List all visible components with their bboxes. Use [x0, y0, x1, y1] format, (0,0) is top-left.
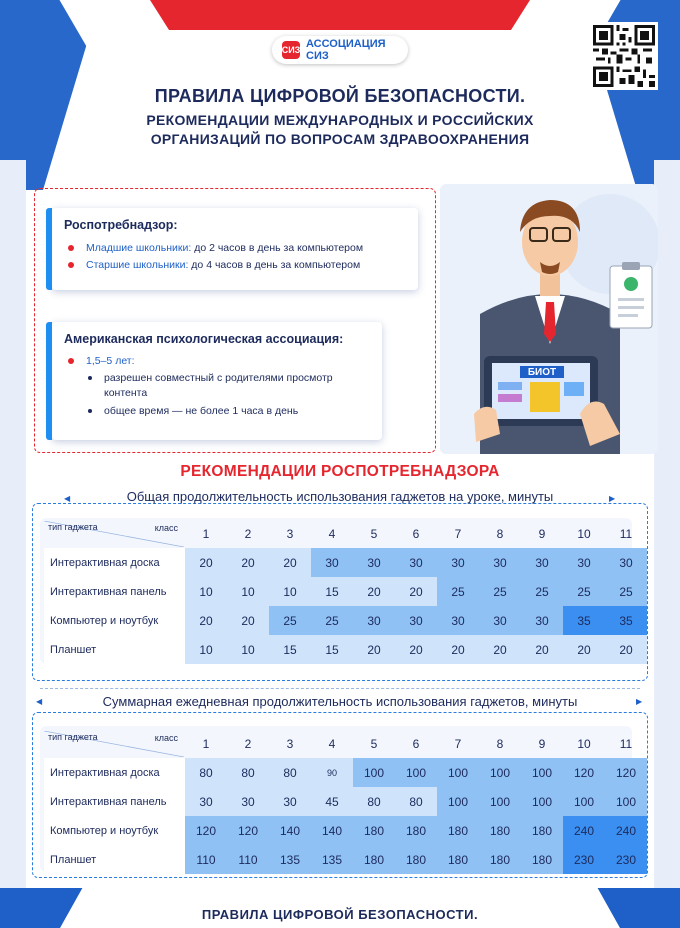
table-cell: 45 — [311, 787, 353, 816]
table-cell: 180 — [353, 816, 395, 845]
headline-line-3: ОРГАНИЗАЦИЙ ПО ВОПРОСАМ ЗДРАВООХРАНЕНИЯ — [150, 130, 530, 147]
table-cell: 180 — [479, 845, 521, 874]
table-cell: 20 — [395, 635, 437, 664]
arrow-right-icon: ▶ — [609, 494, 616, 503]
table-cell: 110 — [185, 845, 227, 874]
class-header: 8 — [496, 737, 504, 751]
table-cell: 20 — [437, 635, 479, 664]
table-row — [44, 787, 647, 816]
class-header: 7 — [454, 737, 462, 751]
sub-list-item-text: общее время — не более 1 часа в день — [104, 405, 299, 418]
table-cell: 10 — [185, 635, 227, 664]
corner-class-label: класс — [154, 523, 178, 533]
class-header: 4 — [328, 527, 336, 541]
table-cell: 120 — [227, 816, 269, 845]
class-header: 6 — [412, 527, 420, 541]
list-item — [64, 242, 406, 254]
table-row — [44, 816, 647, 845]
class-header: 11 — [619, 737, 633, 751]
sub-list-item — [64, 404, 370, 419]
table-cell: 140 — [311, 816, 353, 845]
card-title: Роспотребнадзор: — [64, 218, 178, 232]
list-item-text: до 4 часов в день за компьютером — [188, 259, 361, 271]
table-cell: 230 — [605, 845, 647, 874]
table-cell: 15 — [311, 635, 353, 664]
class-header: 8 — [496, 527, 504, 541]
table-cell: 230 — [563, 845, 605, 874]
table-cell: 30 — [395, 606, 437, 635]
card-accent-strip — [46, 208, 52, 290]
table-cell: 80 — [353, 787, 395, 816]
table-cell: 10 — [227, 577, 269, 606]
card-rospotrebnadzor — [52, 208, 418, 290]
table-cell: 180 — [479, 816, 521, 845]
list-item — [64, 355, 370, 367]
table-cell: 25 — [437, 577, 479, 606]
bullet-icon — [68, 358, 74, 364]
class-header: 3 — [286, 527, 294, 541]
page-headline — [110, 86, 570, 149]
arrow-right-icon: ▶ — [636, 697, 643, 706]
list-item — [64, 259, 406, 271]
table-1 — [44, 520, 647, 664]
bullet-icon — [88, 409, 92, 413]
table-cell: 100 — [353, 758, 395, 787]
table-cell: 100 — [479, 787, 521, 816]
class-header: 4 — [328, 737, 336, 751]
table-cell: 100 — [437, 787, 479, 816]
class-header: 10 — [577, 527, 591, 541]
table-header-row — [44, 730, 647, 758]
table-cell: 25 — [311, 606, 353, 635]
class-header: 10 — [577, 737, 591, 751]
brand-logo — [272, 36, 408, 64]
table-2-caption: Суммарная ежедневная продолжительность использования гаджетов, минуты — [102, 694, 578, 709]
table-cell: 10 — [185, 577, 227, 606]
table-cell: 30 — [521, 548, 563, 577]
table-row — [44, 606, 647, 635]
card-title: Американская психологическая ассоциация: — [64, 332, 344, 346]
table-corner-header — [44, 520, 185, 548]
table-cell: 10 — [227, 635, 269, 664]
header-red-band — [150, 0, 530, 30]
tablet-label: БИОТ — [527, 367, 557, 378]
side-band-left — [0, 160, 26, 928]
table-cell: 30 — [311, 548, 353, 577]
table-cell: 100 — [395, 758, 437, 787]
list-item-key: 1,5–5 лет: — [86, 355, 135, 367]
table-cell: 100 — [521, 787, 563, 816]
arrow-left-icon: ◀ — [36, 697, 43, 706]
arrow-left-icon: ◀ — [64, 494, 71, 503]
table-divider — [40, 688, 640, 689]
class-header: 2 — [244, 737, 252, 751]
table-cell: 20 — [563, 635, 605, 664]
class-header: 2 — [244, 527, 252, 541]
table-cell: 20 — [605, 635, 647, 664]
table-cell: 30 — [479, 548, 521, 577]
table-cell: 240 — [605, 816, 647, 845]
table-cell: 30 — [563, 548, 605, 577]
table-cell: 15 — [311, 577, 353, 606]
brand-mark-icon: СИЗ — [282, 41, 300, 59]
table-cell: 120 — [605, 758, 647, 787]
table-cell: 180 — [353, 845, 395, 874]
class-header: 9 — [538, 527, 546, 541]
table-cell: 100 — [521, 758, 563, 787]
bullet-icon — [68, 245, 74, 251]
row-label: Планшет — [44, 635, 185, 664]
bullet-icon — [88, 376, 92, 380]
row-label: Интерактивная панель — [44, 787, 185, 816]
table-row — [44, 845, 647, 874]
table-cell: 80 — [269, 758, 311, 787]
corner-type-label: тип гаджета — [48, 522, 98, 532]
table-cell: 80 — [395, 787, 437, 816]
table-cell: 30 — [605, 548, 647, 577]
row-label: Интерактивная панель — [44, 577, 185, 606]
row-label: Компьютер и ноутбук — [44, 816, 185, 845]
table-cell: 20 — [353, 577, 395, 606]
table-2 — [44, 730, 647, 874]
table-cell: 180 — [521, 816, 563, 845]
table-corner-header — [44, 730, 185, 758]
bullet-icon — [68, 262, 74, 268]
footer-title: ПРАВИЛА ЦИФРОВОЙ БЕЗОПАСНОСТИ. — [201, 907, 479, 922]
table-row — [44, 758, 647, 787]
list-item-text: до 2 часов в день за компьютером — [191, 242, 364, 254]
row-label: Интерактивная доска — [44, 758, 185, 787]
class-header: 11 — [619, 527, 633, 541]
table-cell: 20 — [185, 606, 227, 635]
headline-line-2: РЕКОМЕНДАЦИИ МЕЖДУНАРОДНЫХ И РОССИЙСКИХ — [146, 112, 534, 128]
table-cell: 30 — [437, 548, 479, 577]
table-cell: 120 — [185, 816, 227, 845]
table-cell: 135 — [269, 845, 311, 874]
table-cell: 20 — [227, 548, 269, 577]
table-cell: 25 — [605, 577, 647, 606]
table-cell: 30 — [227, 787, 269, 816]
headline-line-1: ПРАВИЛА ЦИФРОВОЙ БЕЗОПАСНОСТИ. — [154, 86, 526, 106]
table-cell: 180 — [521, 845, 563, 874]
table-row — [44, 577, 647, 606]
table-cell: 20 — [185, 548, 227, 577]
table-cell: 100 — [479, 758, 521, 787]
table-cell: 30 — [437, 606, 479, 635]
table-cell: 240 — [563, 816, 605, 845]
table-1-caption: Общая продолжительность использования гаджетов на уроке, минуты — [126, 489, 554, 504]
table-cell: 30 — [395, 548, 437, 577]
table-cell: 20 — [269, 548, 311, 577]
table-cell: 30 — [479, 606, 521, 635]
qr-code-icon[interactable] — [590, 22, 658, 90]
class-header: 5 — [370, 737, 378, 751]
table-header-row — [44, 520, 647, 548]
section-title: РЕКОМЕНДАЦИИ РОСПОТРЕБНАДЗОРА — [180, 463, 500, 480]
corner-class-label: класс — [154, 733, 178, 743]
table-cell: 30 — [521, 606, 563, 635]
table-cell: 90 — [311, 758, 353, 787]
table-cell: 30 — [353, 606, 395, 635]
sub-list-item-text: разрешен совместный с родителями просмотр контента — [104, 372, 333, 399]
table-cell: 135 — [311, 845, 353, 874]
card-apa — [52, 322, 382, 440]
list-item-key: Старшие школьники: — [86, 259, 189, 271]
row-label: Планшет — [44, 845, 185, 874]
table-cell: 180 — [395, 816, 437, 845]
table-cell: 25 — [563, 577, 605, 606]
class-header: 7 — [454, 527, 462, 541]
table-cell: 25 — [479, 577, 521, 606]
table-cell: 25 — [521, 577, 563, 606]
table-cell: 100 — [437, 758, 479, 787]
doctor-illustration — [440, 184, 658, 454]
table-cell: 180 — [437, 845, 479, 874]
table-cell: 140 — [269, 816, 311, 845]
brand-name: АССОЦИАЦИЯ СИЗ — [306, 38, 386, 62]
table-cell: 80 — [185, 758, 227, 787]
table-cell: 120 — [563, 758, 605, 787]
table-cell: 100 — [563, 787, 605, 816]
table-cell: 35 — [605, 606, 647, 635]
sub-list-item — [64, 371, 370, 400]
table-cell: 20 — [395, 577, 437, 606]
table-cell: 20 — [227, 606, 269, 635]
table-cell: 35 — [563, 606, 605, 635]
table-cell: 25 — [269, 606, 311, 635]
table-cell: 110 — [227, 845, 269, 874]
list-item-key: Младшие школьники: — [86, 242, 192, 254]
table-cell: 30 — [353, 548, 395, 577]
table-cell: 20 — [479, 635, 521, 664]
card-accent-strip — [46, 322, 52, 440]
table-cell: 10 — [269, 577, 311, 606]
table-row — [44, 635, 647, 664]
class-header: 9 — [538, 737, 546, 751]
class-header: 6 — [412, 737, 420, 751]
table-cell: 20 — [521, 635, 563, 664]
table-row — [44, 548, 647, 577]
class-header: 3 — [286, 737, 294, 751]
table-cell: 100 — [605, 787, 647, 816]
corner-type-label: тип гаджета — [48, 732, 98, 742]
class-header: 5 — [370, 527, 378, 541]
table-cell: 15 — [269, 635, 311, 664]
table-cell: 180 — [395, 845, 437, 874]
table-cell: 80 — [227, 758, 269, 787]
table-cell: 20 — [353, 635, 395, 664]
table-cell: 30 — [269, 787, 311, 816]
table-cell: 30 — [185, 787, 227, 816]
table-cell: 180 — [437, 816, 479, 845]
row-label: Интерактивная доска — [44, 548, 185, 577]
row-label: Компьютер и ноутбук — [44, 606, 185, 635]
class-header: 1 — [202, 527, 210, 541]
class-header: 1 — [202, 737, 210, 751]
